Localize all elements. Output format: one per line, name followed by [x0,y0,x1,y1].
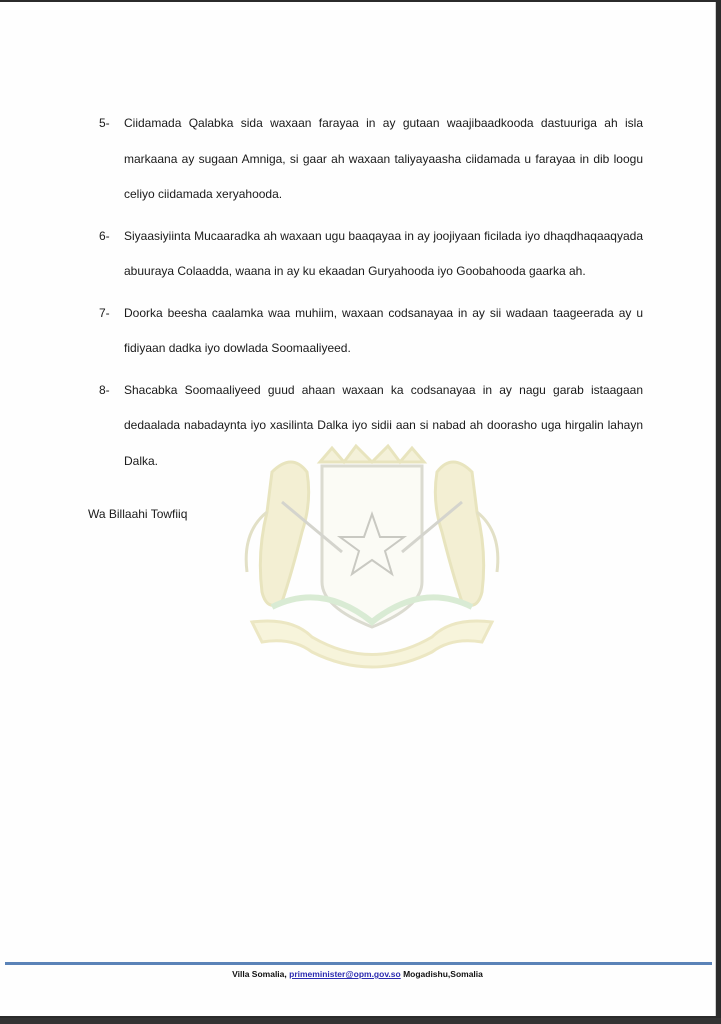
item-text: Ciidamada Qalabka sida waxaan farayaa in ay gutaan waajibaadkooda dastuuriga ah isla markaana ay sugaan Amniga, si gaar ah waxaan taliyayaasha ciidamada u farayaa in dib loogu celiyo ciidamada xeryahooda. [124,116,643,201]
footer-address-suffix: Mogadishu,Somalia [400,969,483,979]
footer-address [0,969,715,979]
footer-divider [5,962,712,965]
item-text: Shacabka Soomaaliyeed guud ahaan waxaan ka codsanayaa in ay nagu garab istaagaan dedaalada nabadaynta iyo xasilinta Dalka iyo sidii aan si nabad ah doorasho uga hirgalin lahayn Dalka. [124,382,643,468]
item-number: 7- [99,305,110,320]
list-item [99,106,643,213]
viewer-bottom-bar [0,1018,721,1024]
numbered-list [99,106,643,485]
closing-line: Wa Billaahi Towfiiq [88,507,188,521]
list-item [99,219,643,290]
document-page [0,2,716,1016]
list-item [99,373,643,480]
email-link[interactable]: primeminister@opm.gov.so [289,969,401,979]
footer-address-prefix: Villa Somalia, [232,969,290,979]
star-icon [340,514,404,574]
item-number: 5- [99,116,110,130]
item-text: Doorka beesha caalamka waa muhiim, waxaan codsanayaa in ay sii wadaan taageerada ay u fidiyaan dadka iyo dowlada Soomaaliyeed. [124,305,643,355]
item-number: 8- [99,382,110,397]
item-number: 6- [99,228,110,243]
list-item [99,296,643,367]
item-text: Siyaasiyiinta Mucaaradka ah waxaan ugu baaqayaa in ay joojiyaan ficilada iyo dhaqdhaqaaqyada abuuraya Colaadda, waana in ay ku ekaadan Guryahooda iyo Goobahooda gaarka ah. [124,228,643,278]
